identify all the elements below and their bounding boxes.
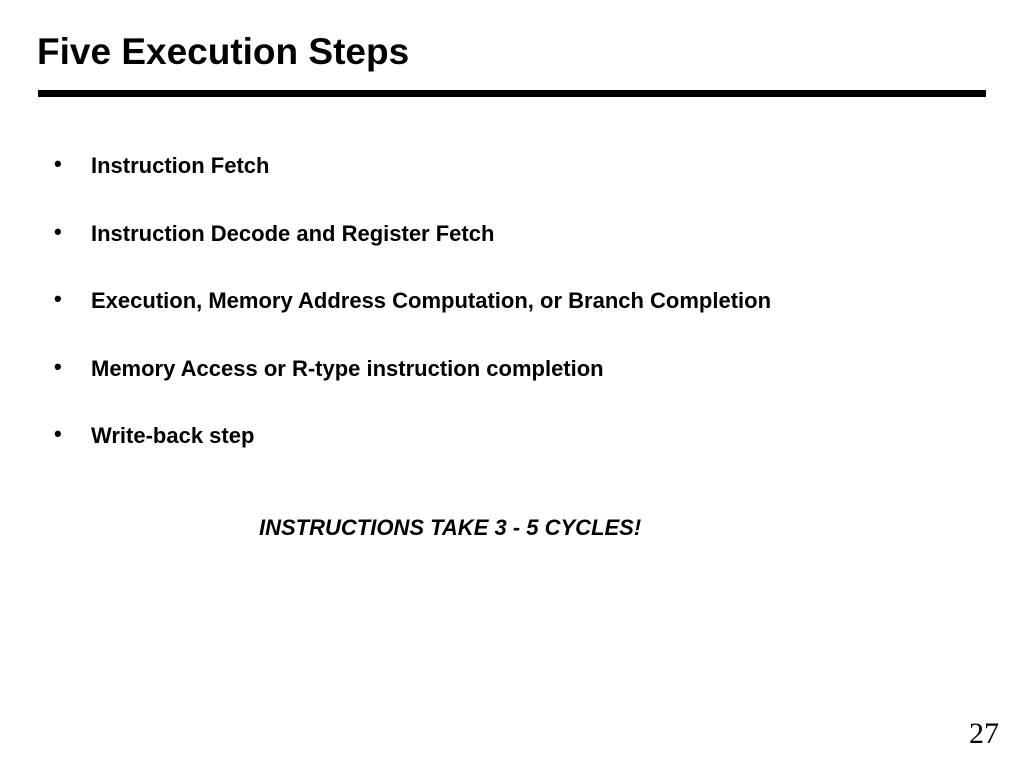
cycles-note: INSTRUCTIONS TAKE 3 - 5 CYCLES! bbox=[259, 515, 642, 540]
page-number: 27 bbox=[969, 717, 999, 750]
bullet-text-decode: Instruction Decode and Register Fetch bbox=[91, 220, 495, 246]
slide-title: Five Execution Steps bbox=[37, 31, 410, 72]
bullet-icon: • bbox=[54, 353, 62, 379]
bullet-text-write-back: Write-back step bbox=[91, 423, 255, 448]
bullet-text-execution: Execution, Memory Address Computation, or Branch Completion bbox=[91, 288, 772, 313]
bullet-icon: • bbox=[54, 218, 62, 244]
title-divider bbox=[38, 90, 986, 97]
bullet-icon: • bbox=[54, 286, 62, 311]
bullet-icon: • bbox=[54, 151, 62, 176]
bullet-text-memory-access: Memory Access or R-type instruction completion bbox=[91, 355, 604, 381]
bullet-text-instruction-fetch: Instruction Fetch bbox=[91, 153, 270, 178]
bullet-icon: • bbox=[54, 421, 62, 446]
